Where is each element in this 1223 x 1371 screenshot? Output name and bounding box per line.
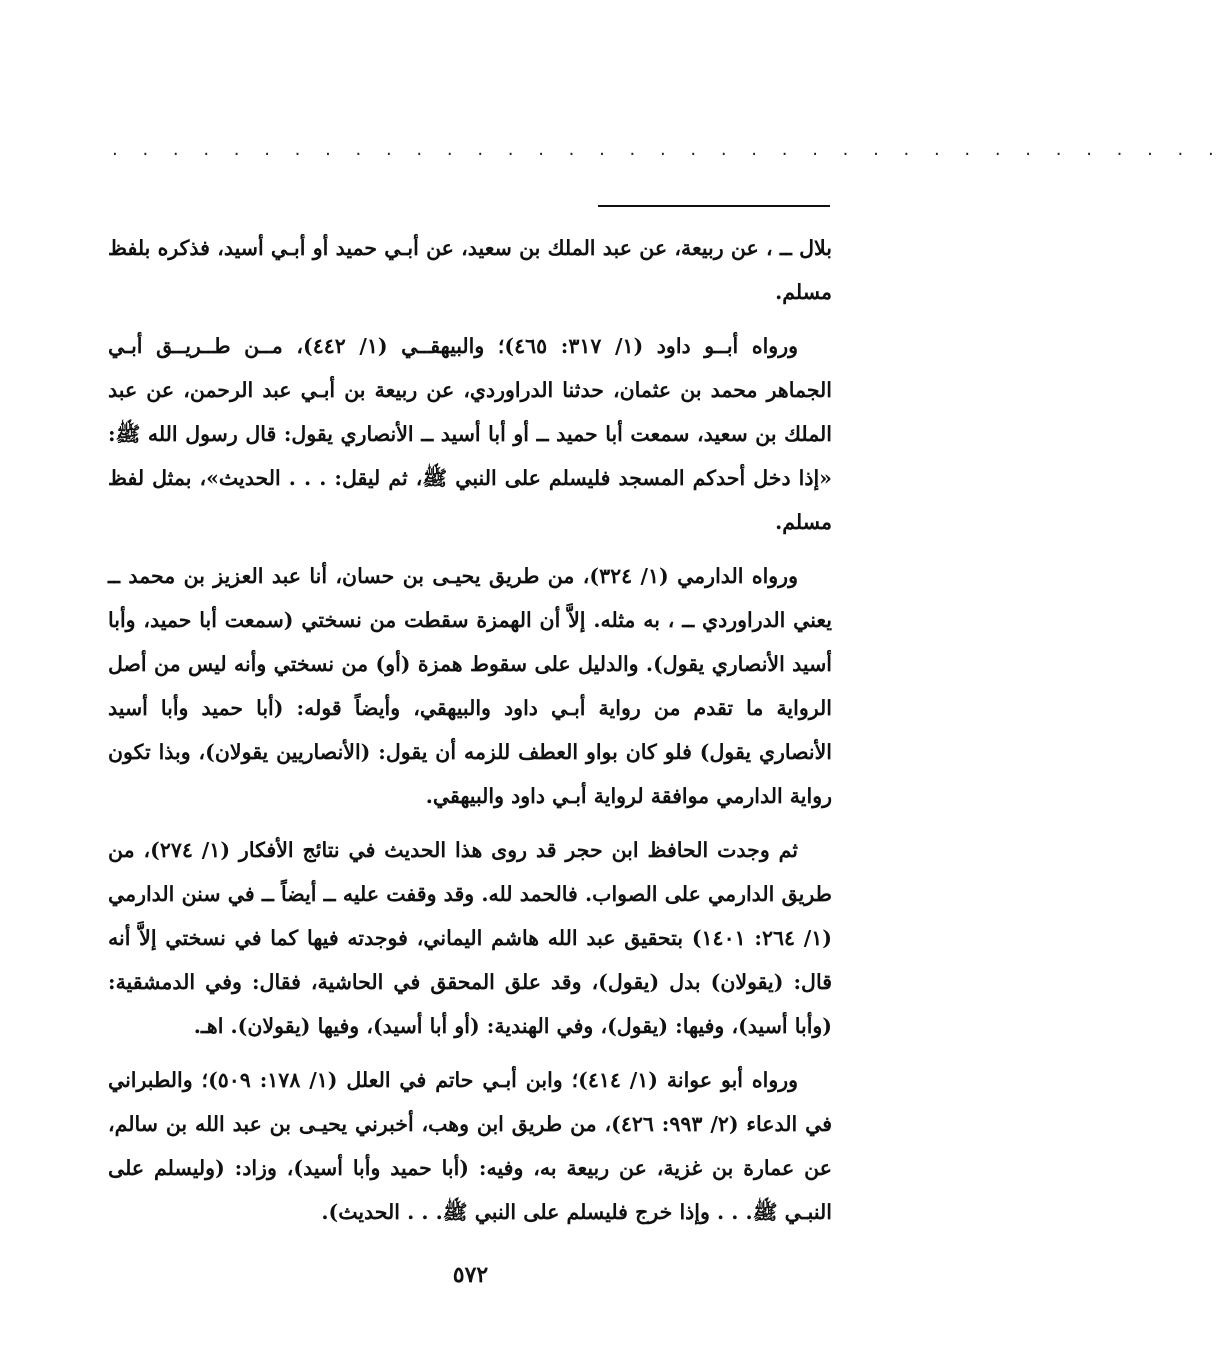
page-number: ٥٧٢ xyxy=(452,1262,489,1288)
paragraph: ورواه الدارمي (١/ ٣٢٤)، من طريق يحيـى بن حسان، أنا عبد العزيز بن محمد ــ يعني الدراوردي ــ ، به مثله. إلاَّ أن الهمزة سقطت من نسختي (سمعت أبا حميد، وأبا أسيد الأنصاري يقول). والدليل على سقوط همزة (أو) من نسختي وأنه ليس من أصل الرواية ما تقدم من رواية أبـي داود والبيهقي، وأيضاً قوله: (أبا حميد وأبا أسيد الأنصاري يقول) فلو كان بواو العطف للزمه أن يقول: (الأنصاريين يقولان)، وبذا تكون رواية الدارمي موافقة لرواية أبـي داود والبيهقي. xyxy=(108,564,832,808)
paragraph: ورواه أبــو داود (١/ ٣١٧: ٤٦٥)؛ والبيهقــي (١/ ٤٤٢)، مــن طــريــق أبـي الجماهر محمد بن عثمان، حدثنا الدراوردي، عن ربيعة بن أبـي عبد الرحمن، عن عبد الملك بن سعيد، سمعت أبا حميد ــ أو أبا أسيد ــ الأنصاري يقول: قال رسول الله ﷺ: «إذا دخل أحدكم المسجد فليسلم على النبي ﷺ، ثم ليقل: . . . الحديث»، بمثل لفظ مسلم. xyxy=(108,334,832,534)
footnote-text xyxy=(108,226,832,1244)
separator-dots: . . . . . . . . . . . . . . . . . . . . . . . . . . . . . . . . . . . . . xyxy=(112,139,1223,160)
paragraph: بلال ــ ، عن ربيعة، عن عبد الملك بن سعيد، عن أبـي حميد أو أبـي أسيد، فذكره بلفظ مسلم. xyxy=(108,236,832,304)
paragraph: ثم وجدت الحافظ ابن حجر قد روى هذا الحديث في نتائج الأفكار (١/ ٢٧٤)، من طريق الدارمي على الصواب. فالحمد لله. وقد وقفت عليه ــ أيضاً ــ في سنن الدارمي (١/ ٢٦٤: ١٤٠١) بتحقيق عبد الله هاشم اليماني، فوجدته فيها كما في نسختي إلاَّ أنه قال: (يقولان) بدل (يقول)، وقد علق المحقق في الحاشية، فقال: وفي الدمشقية: (وأبا أسيد)، وفيها: (يقول)، وفي الهندية: (أو أبا أسيد)، وفيها (يقولان). اهـ. xyxy=(108,838,832,1038)
footnote-rule xyxy=(598,205,830,207)
paragraph: ورواه أبو عوانة (١/ ٤١٤)؛ وابن أبـي حاتم في العلل (١/ ١٧٨: ٥٠٩)؛ والطبراني في الدعاء (٢/ ٩٩٣: ٤٢٦)، من طريق ابن وهب، أخبرني يحيـى بن عبد الله بن سالم، عن عمارة بن غزية، عن ربيعة به، وفيه: (أبا حميد وأبا أسيد)، وزاد: (وليسلم على النبـي ﷺ. . . وإذا خرج فليسلم على النبي ﷺ. . . الحديث). xyxy=(108,1068,833,1224)
